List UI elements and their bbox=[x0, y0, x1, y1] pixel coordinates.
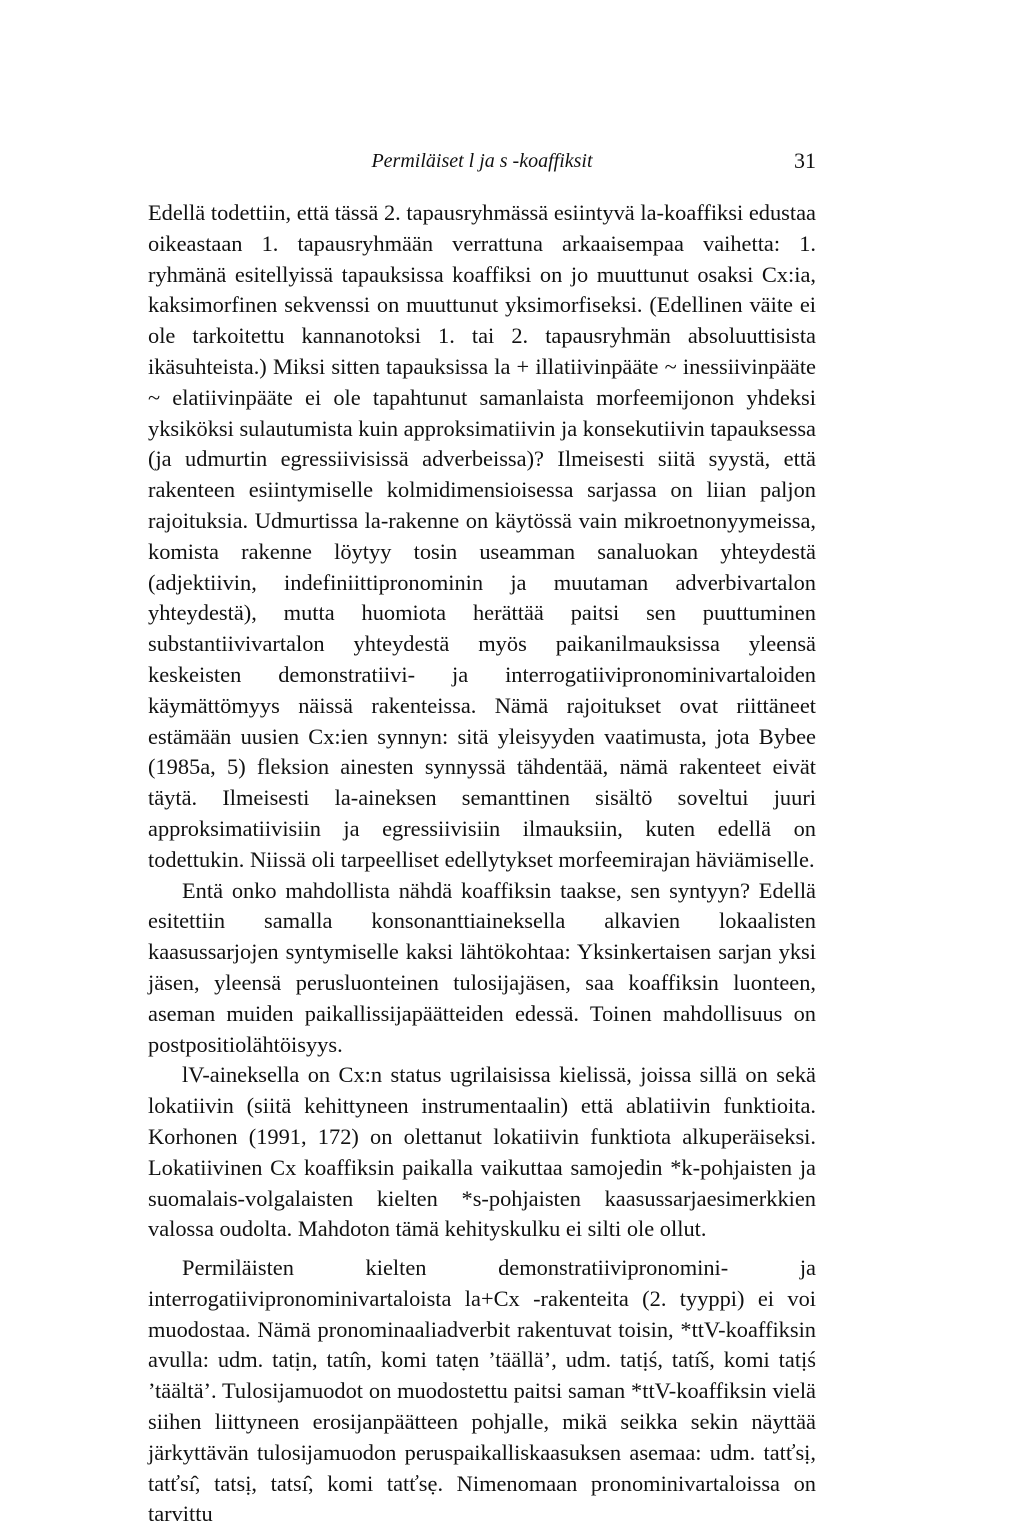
paragraph-3: lV-aineksella on Cx:n status ugrilaisissa kielissä, joissa sillä on sekä lokatiivin (siitä kehittyneen instrumentaalin) että ablatiivin funktioita. Korhonen (1991, 172) on olettanut lokatiivin funktiota alkuperäiseksi. Lokatiivinen Cx koaffiksin paikalla vaikuttaa samojedin *k-pohjaisten ja suomalais-volgalaisten kielten *s-pohjaisten kaasussarjaesimerkkien valossa oudolta. Mahdoton tämä kehityskulku ei silti ole ollut. bbox=[148, 1062, 816, 1242]
paragraph-4: Permiläisten kielten demonstratiivipronomini- ja interrogatiivipronominivartaloista la+Cx -rakenteita (2. tyyppi) ei voi muodostaa. Nämä pronominaaliadverbit rakentuvat toisin, *ttV-koaffiksin avulla: udm. tatịn, tatı̂n, komi tatẹn ’täällä’, udm. tatịś, tatı̂ś, komi tatịś ’täältä’. Tulosijamuodot on muodostettu paitsi saman *ttV-koaffiksin vielä siihen liittyneen erosijanpäätteen pohjalle, mikä seikka sekin näyttää järkyttävän tulosijamuodon peruspaikalliskaasuksen asemaa: udm. tatťsị, tatťsı̂, tatsị, tatsı̂, komi tatťsẹ. Nimenomaan pronominivartaloissa on tarvittu bbox=[148, 1255, 816, 1527]
running-title-text: Permiläiset l ja s -koaffiksit bbox=[371, 150, 593, 172]
paragraph-2: Entä onko mahdollista nähdä koaffiksin taakse, sen syntyyn? Edellä esitettiin samalla konsonanttiaineksella alkavien lokaalisten kaasussarjojen syntymiselle kaksi lähtökohtaa: Yksinkertaisen sarjan yksi jäsen, yleensä perusluonteinen tulosijajäsen, saa koaffiksin luonteen, aseman muiden paikallissijapäätteiden edessä. Toinen mahdollisuus on postpositiolähtöisyys. bbox=[148, 877, 816, 1057]
page-number: 31 bbox=[794, 148, 816, 173]
paragraph-1: Edellä todettiin, että tässä 2. tapausryhmässä esiintyvä la-koaffiksi edustaa oikeastaan 1. tapausryhmään verrattuna arkaaisempaa vaihetta: 1. ryhmänä esitellyissä tapauksissa koaffiksi on jo muuttunut osaksi Cx:ia, kaksimorfinen sekvenssi on muuttunut yksimorfiseksi. (Edellinen väite ei ole tarkoitettu kannanotoksi 1. tai 2. tapausryhmän absoluuttisista ikäsuhteista.) Miksi sitten tapauksissa la + illatiivinpääte ~ inessiivinpääte ~ elatiivinpääte ei ole tapahtunut samanlaista morfeemijonon yhdeksi yksiköksi sulautumista kuin approksimatiivin ja konsekutiivin tapauksessa (ja udmurtin egressiivisissä adverbeissa)? Ilmeisesti siitä syystä, että rakenteen esiintymiselle kolmidimensioisessa sarjassa on liian paljon rajoituksia. Udmurtissa la-rakenne on käytössä vain mikroetnonyymeissa, komista rakenne löytyy tosin useamman sanaluokan yhteydestä (adjektiivin, indefiniittipronominin ja muutaman adverbivartalon yhteydestä), mutta huomiota herättää paitsi sen puuttuminen substantiivivartalon yhteydestä myös paikanilmauksissa yleensä keskeisten demonstratiivi- ja interrogatiivipronominivartaloiden käymättömyys näissä rakenteissa. Nämä rajoitukset ovat riittäneet estämään uusien Cx:ien synnyn: sitä yleisyyden vaatimusta, jota Bybee (1985a, 5) fleksion ainesten synnyssä tähdentää, nämä rakenteet eivät täytä. Ilmeisesti la-aineksen semanttinen sisältö soveltui juuri approksimatiivisiin ja egressiivisiin ilmauksiin, kuten edellä on todettukin. Niissä oli tarpeelliset edellytykset morfeemirajan häviämiselle. bbox=[148, 200, 816, 872]
running-title bbox=[148, 150, 816, 173]
running-head bbox=[148, 140, 816, 180]
book-page bbox=[148, 140, 816, 1530]
body-text bbox=[148, 198, 816, 1530]
